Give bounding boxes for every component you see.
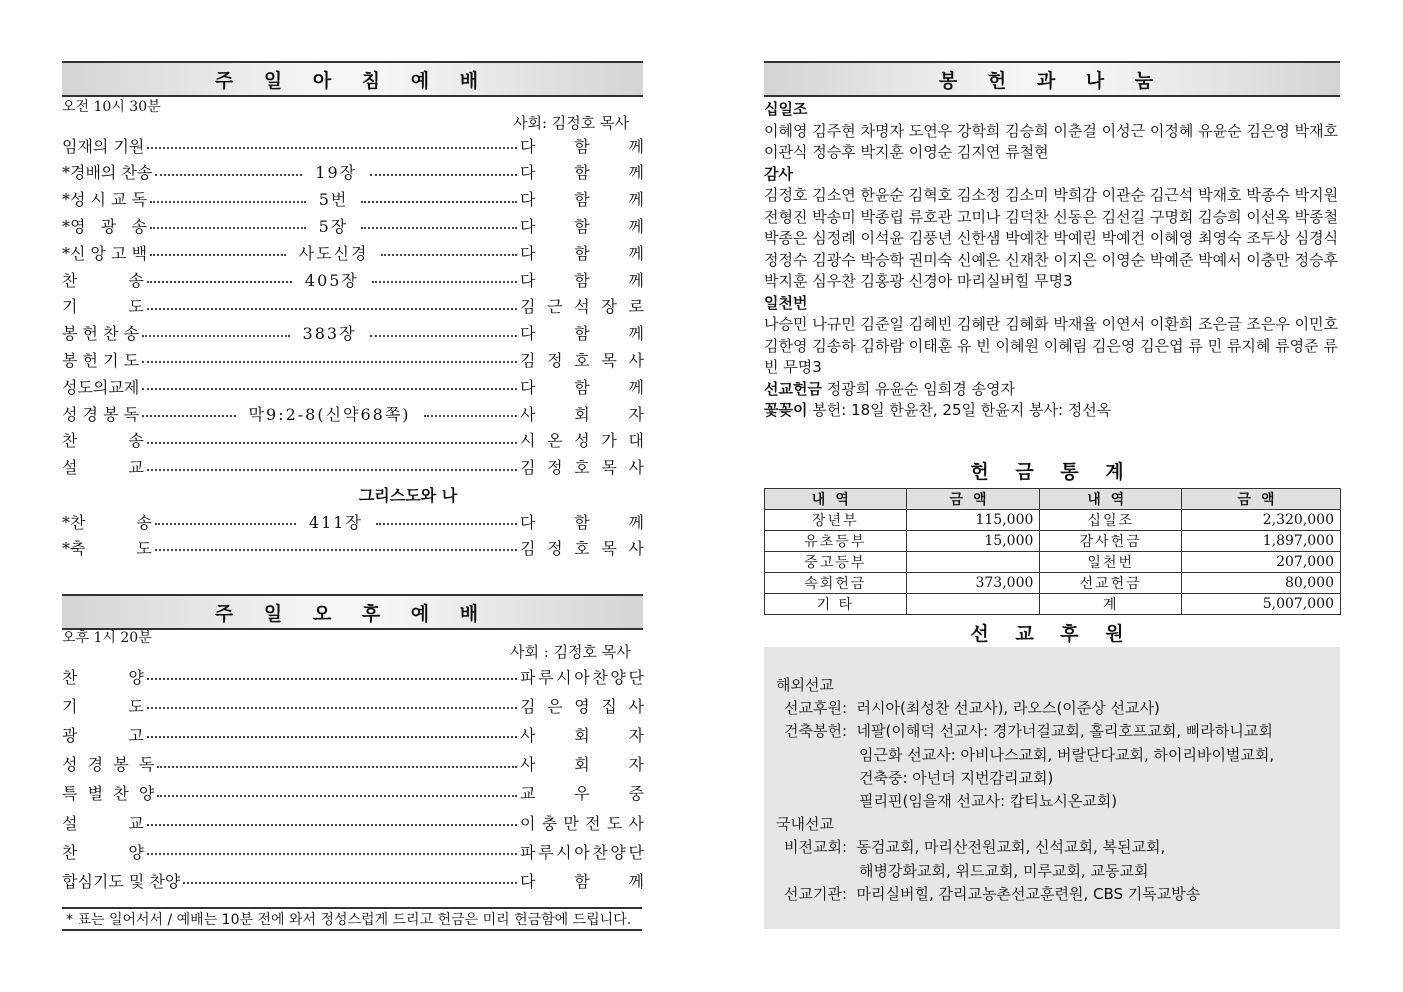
stats-cell: 15,000: [906, 531, 1040, 552]
order-item-leader: 이 충 만 전 도 사: [520, 813, 644, 833]
morning-service-header: 주 일 아 침 예 배: [62, 61, 643, 97]
order-item: [62, 508, 644, 534]
stats-row: [765, 594, 1341, 615]
order-item-label: 봉 헌 찬 송: [62, 324, 140, 344]
stats-row: [765, 531, 1341, 552]
support-line: 해외선교: [776, 676, 834, 694]
order-item-leader: 교 우 중: [520, 784, 644, 804]
order-item-leader: 다 함 께: [520, 243, 645, 263]
order-item-label: 기 도: [62, 297, 144, 317]
support-line: 건축봉헌: 네팔(이해덕 선교사: 경가너걸교회, 홀리호프교회, 삐라하니교회: [784, 722, 1273, 741]
order-item-label: 성도의교제: [62, 377, 140, 397]
order-item: [62, 454, 644, 480]
mission-offering-names: 정광희 유윤순 임희경 송영자: [826, 379, 1015, 398]
order-item-label: 성 경 봉 독: [62, 755, 155, 775]
order-item: [62, 373, 644, 399]
support-title: 선 교 후 원: [970, 623, 1134, 645]
order-item-label: 특 별 찬 양: [62, 784, 155, 804]
order-item-detail: 5번: [318, 190, 349, 210]
stats-cell: 선교헌금: [1040, 573, 1182, 594]
support-line: 필리핀(임을재 선교사: 캅티뇨시온교회): [859, 792, 1118, 810]
stats-cell: 5,007,000: [1182, 594, 1341, 615]
order-item-leader: 사 회 자: [520, 404, 645, 424]
flower-label: 꽃꽂이: [764, 401, 808, 419]
tithe-names: 이혜영 김주현 차명자 도연우 강학희 김승희 이춘걸 이성근 이정혜 유윤순 김은영 박재호 이관식 정승후 박지훈 이영순 김지연 류철현: [764, 121, 1339, 161]
order-item: [62, 320, 644, 346]
stats-cell: 감사헌금: [1040, 531, 1182, 552]
order-item-leader: 김 정 호 목 사: [520, 458, 644, 478]
order-item-label: 합심기도 및 찬양: [62, 871, 181, 891]
order-item-detail: 411장: [308, 512, 363, 532]
order-item: [62, 266, 644, 292]
order-item: [62, 427, 644, 453]
stats-cell: 중고등부: [765, 552, 907, 573]
order-item: [62, 293, 644, 319]
stats-row: [765, 573, 1341, 594]
order-item-leader: 다 함 께: [520, 871, 644, 891]
footnote: * 표는 일어서서 / 예배는 10분 전에 와서 정성스럽게 드리고 헌금은 미리 헌금함에 드립니다.: [62, 907, 642, 931]
afternoon-host: 사회 : 김정호 목사: [510, 643, 631, 661]
afternoon-time: 오후 1시 20분: [62, 630, 152, 646]
stats-header-cell: 내역: [1040, 489, 1182, 510]
stats-cell: 일천번: [1040, 552, 1182, 573]
stats-cell: 계: [1040, 594, 1182, 615]
thanks-label: 감사: [764, 164, 793, 183]
offering-header: 봉 헌 과 나 눔: [764, 61, 1340, 97]
order-item-label: 광 고: [62, 725, 144, 745]
order-item-leader: 다 함 께: [520, 324, 644, 344]
order-item-leader: 다 함 께: [520, 163, 645, 183]
support-line: 임근화 선교사: 아비나스교회, 버랄단다교회, 하이리바이벌교회,: [859, 745, 1275, 764]
stats-cell: 속회헌금: [765, 573, 907, 594]
order-item: [62, 809, 644, 835]
order-item: [62, 663, 644, 689]
thanks-names: 김정호 김소연 한윤순 김혁호 김소정 김소미 박희감 이관순 김근석 박재호 박종수 박지원 전형진 박송미 박종립 류호관 고미나 김덕찬 신동은 김선길 구명회 김승희 이선옥 박종철 박종은 심정례 이석윤 김풍년 신한샘 박예찬 박예린 박예건 이혜영 최영숙 조두상 심경식 정정수 김광수 박승학 권미숙 신예은 신재찬 이지은 이영순 박예준 박예서 이충만 정승후 박지훈 심우찬 김홍광 신경아 마리실버힐 무명3: [764, 186, 1339, 290]
order-item-leader: 파 루 시 아 찬 양 단: [520, 842, 644, 862]
order-item-detail: 405장: [304, 270, 359, 290]
stats-cell: 373,000: [906, 573, 1040, 594]
order-item: [62, 212, 644, 238]
flower-info: 봉헌: 18일 한윤찬, 25일 한윤지 봉사: 정선옥: [812, 401, 1112, 419]
order-item-label: 성 경 봉 독: [62, 404, 140, 424]
stats-cell: 2,320,000: [1182, 510, 1341, 531]
order-item-label: *영 광 송: [62, 216, 147, 236]
stats-cell: 유초등부: [765, 531, 907, 552]
stats-cell: 207,000: [1182, 552, 1341, 573]
order-item-detail: 막9:2-8(신약68쪽): [248, 404, 411, 424]
mission-offering-label: 선교헌금: [764, 379, 822, 398]
order-item-leader: 김 근 석 장 로: [520, 297, 644, 317]
order-item-label: 설 교: [62, 813, 144, 833]
stats-header-cell: 금액: [906, 489, 1040, 510]
order-item-leader: 파 루 시 아 찬 양 단: [520, 667, 644, 687]
order-item: [62, 132, 644, 158]
stats-cell: 장년부: [765, 510, 907, 531]
support-line: 국내선교: [776, 815, 834, 834]
order-item: [62, 534, 644, 560]
order-item-leader: 다 함 께: [520, 136, 644, 156]
order-item-label: 설 교: [62, 458, 144, 478]
order-item-label: *성 시 교 독: [62, 190, 148, 210]
order-item-leader: 시 온 성 가 대: [520, 431, 644, 451]
order-item: [62, 186, 644, 212]
support-line: 비전교회: 동검교회, 마리산전원교회, 신석교회, 복된교회,: [784, 838, 1166, 857]
tithe-label: 십일조: [764, 100, 808, 118]
order-item-leader: 다 함 께: [520, 377, 644, 397]
order-item: [62, 867, 644, 893]
thousand-label: 일천번: [764, 293, 808, 312]
stats-cell: [906, 552, 1040, 573]
support-line: 건축중: 아넌더 지번감리교회): [859, 768, 1054, 787]
morning-host: 사회: 김정호 목사: [513, 114, 630, 132]
order-item-label: 봉 헌 기 도: [62, 350, 140, 370]
stats-cell: 기 타: [765, 594, 907, 615]
order-item-leader: 사 회 자: [520, 755, 644, 775]
order-item: [62, 346, 644, 372]
support-line: 선교기관: 마리실버힐, 감리교농촌선교훈련원, CBS 기독교방송: [784, 884, 1201, 903]
stats-cell: [906, 594, 1040, 615]
order-item: [62, 692, 644, 718]
order-item: [62, 159, 644, 185]
order-item-label: 찬 양: [62, 667, 144, 687]
order-item-label: *신 앙 고 백: [62, 243, 148, 263]
order-item-label: 임재의 기원: [62, 136, 145, 156]
offering-list: [764, 99, 1340, 422]
order-item-label: *경배의 찬송: [62, 163, 153, 183]
mission-support-box: [764, 647, 1340, 929]
support-line: 선교후원: 러시아(최성찬 선교사), 라오스(이준상 선교사): [784, 699, 1160, 718]
order-item: [62, 239, 644, 265]
stats-row: [765, 552, 1341, 573]
order-item-label: *찬 송: [62, 512, 152, 532]
order-item-leader: 김 정 호 목 사: [520, 538, 644, 558]
order-item: [62, 838, 644, 864]
order-item-leader: 다 함 께: [520, 512, 644, 532]
sermon-title: 그리스도와 나: [358, 486, 458, 505]
stats-row: [765, 510, 1341, 531]
order-item: [62, 780, 644, 806]
stats-cell: 115,000: [906, 510, 1040, 531]
support-line: 해병강화교회, 위드교회, 미루교회, 교동교회: [859, 861, 1149, 880]
morning-time: 오전 10시 30분: [62, 99, 161, 115]
order-item: [62, 400, 644, 426]
thousand-names: 나승민 나규민 김준일 김혜빈 김혜란 김혜화 박재율 이연서 이환희 조은글 조은우 이민호 김한영 김송하 김하람 이태훈 유 빈 이혜원 이혜림 김은영 김은엽 류 민 류지혜 류영준 류 빈 무명3: [764, 315, 1339, 376]
order-item-detail: 19장: [315, 163, 358, 183]
order-item-leader: 다 함 께: [520, 270, 644, 290]
order-item-label: 찬 송: [62, 431, 144, 451]
order-item-leader: 김 정 호 목 사: [520, 350, 644, 370]
order-item-label: 찬 송: [62, 270, 144, 290]
order-item-leader: 다 함 께: [520, 190, 645, 210]
stats-cell: 1,897,000: [1182, 531, 1341, 552]
order-item-leader: 김 은 영 집 사: [520, 696, 644, 716]
order-item-leader: 사 회 자: [520, 725, 644, 745]
order-item-detail: 383장: [302, 324, 357, 344]
offering-stats-table: [764, 488, 1341, 615]
stats-cell: 십일조: [1040, 510, 1182, 531]
stats-header-cell: 금액: [1182, 489, 1341, 510]
order-item-label: 기 도: [62, 696, 144, 716]
order-item-detail: 5장: [318, 216, 349, 236]
order-item-label: *축 도: [62, 538, 152, 558]
order-item-detail: 사도신경: [298, 243, 369, 263]
order-item: [62, 751, 644, 777]
stats-header-cell: 내역: [765, 489, 907, 510]
stats-cell: 80,000: [1182, 573, 1341, 594]
order-item-leader: 다 함 께: [520, 216, 644, 236]
order-item-label: 찬 양: [62, 842, 144, 862]
order-item: [62, 721, 644, 747]
stats-title: 헌 금 통 계: [970, 461, 1134, 483]
afternoon-service-header: 주 일 오 후 예 배: [62, 594, 643, 630]
